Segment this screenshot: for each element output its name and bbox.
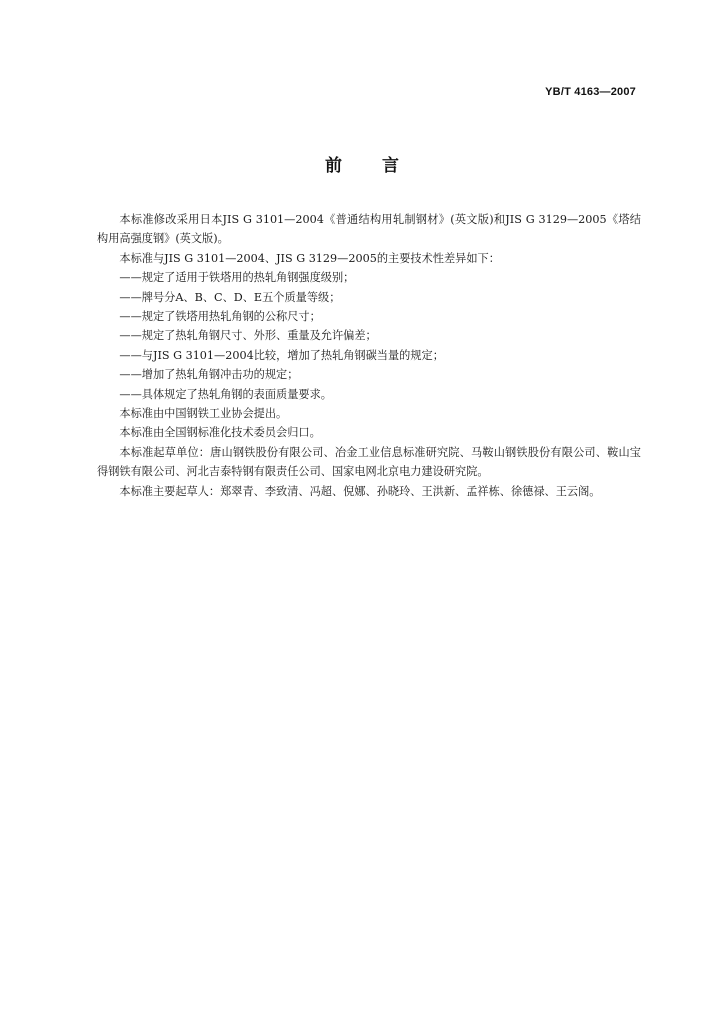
paragraph-differences-intro: 本标准与JIS G 3101—2004、JIS G 3129—2005的主要技术性差异如下： [119,251,500,265]
list-item: ——规定了铁塔用热轧角钢的公称尺寸； [119,310,321,324]
foreword-body [97,210,641,501]
page-title: 前言 [325,156,439,176]
list-item: ——增加了热轧角钢冲击功的规定； [119,368,299,382]
list-item: ——具体规定了热轧角钢的表面质量要求。 [119,387,332,401]
paragraph-drafting-units: 本标准起草单位：唐山钢铁股份有限公司、冶金工业信息标准研究院、马鞍山钢铁股份有限公司、鞍山宝得钢铁有限公司、河北吉泰特钢有限责任公司、国家电网北京电力建设研究院。 [97,445,641,479]
list-item: ——与JIS G 3101—2004比较，增加了热轧角钢碳当量的规定； [119,348,444,362]
paragraph-adoption: 本标准修改采用日本JIS G 3101—2004《普通结构用轧制钢材》(英文版)和JIS G 3129—2005《塔结构用高强度钢》(英文版)。 [97,213,641,246]
list-item: ——牌号分A、B、C、D、E五个质量等级； [119,290,341,304]
standard-code: YB/T 4163—2007 [545,86,636,98]
list-item: ——规定了热轧角钢尺寸、外形、重量及允许偏差； [119,329,377,343]
differences-list [97,268,641,404]
list-item: ——规定了适用于铁塔用的热轧角钢强度级别； [119,271,355,285]
paragraph-drafters: 本标准主要起草人：郑翠青、李致清、冯超、倪娜、孙晓玲、王洪新、孟祥栋、徐德禄、王云阁。 [119,484,601,498]
paragraph-proposer: 本标准由中国钢铁工业协会提出。 [119,407,288,421]
paragraph-committee: 本标准由全国钢标准化技术委员会归口。 [119,426,321,440]
